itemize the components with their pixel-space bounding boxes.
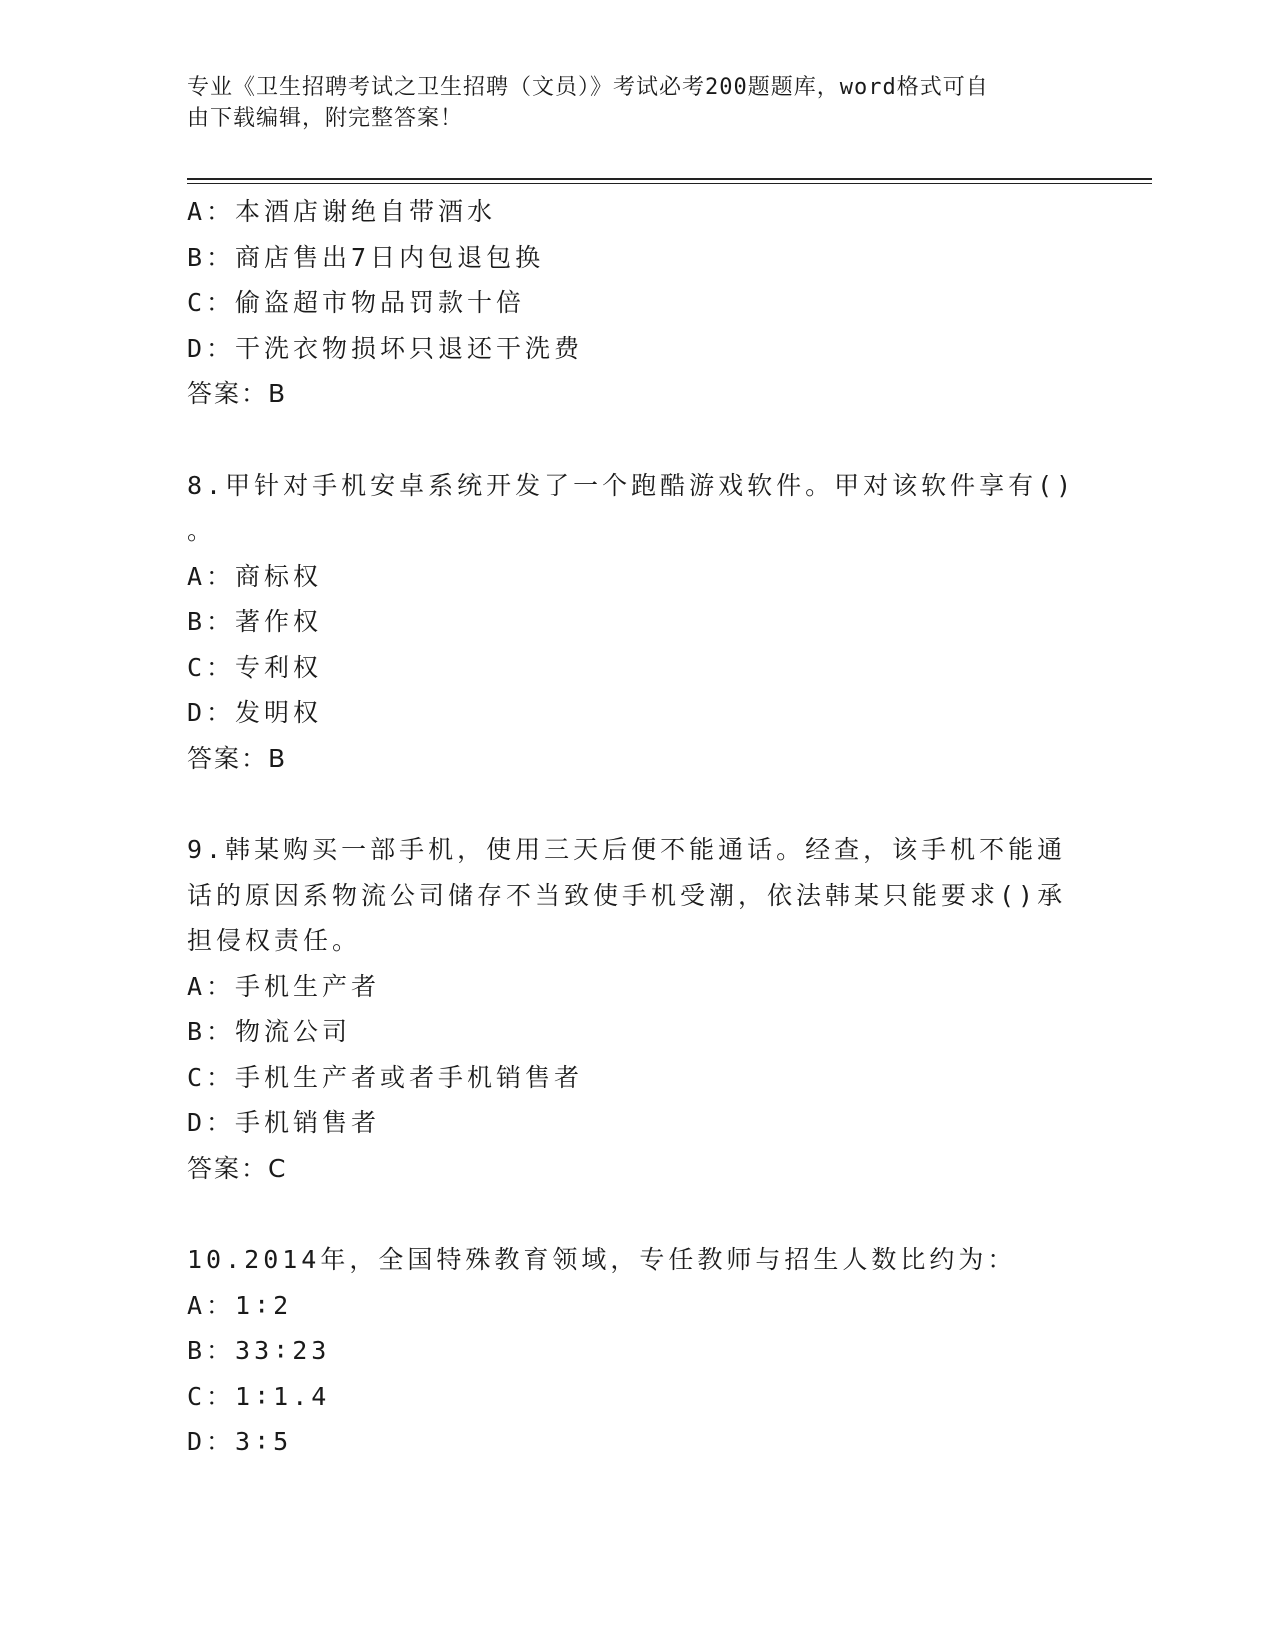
option-b: B：33∶23	[187, 1336, 331, 1365]
header-line-2: 由下载编辑，附完整答案！	[187, 106, 464, 131]
question-9	[187, 827, 1067, 1191]
question-stem-continued: 担侵权责任。	[187, 926, 362, 955]
option-a: A：本酒店谢绝自带酒水	[187, 197, 497, 226]
question-7	[187, 189, 1067, 417]
header-line-1: 专业《卫生招聘考试之卫生招聘（文员）》考试必考200题题库，word格式可自	[187, 75, 989, 100]
answer-label: 答案：B	[187, 379, 288, 408]
option-b: B：物流公司	[187, 1017, 352, 1046]
question-10	[187, 1237, 1067, 1465]
question-stem-continued: 。	[187, 516, 217, 545]
option-a: A：商标权	[187, 561, 323, 591]
answer-label: 答案：C	[187, 1153, 288, 1183]
answer-label: 答案：B	[187, 743, 288, 773]
header-rule-thick	[187, 178, 1152, 180]
option-b: B：商店售出7日内包退包换	[187, 242, 545, 272]
document-header	[187, 72, 1067, 134]
question-stem: 8.甲针对手机安卓系统开发了一个跑酷游戏软件。甲对该软件享有()	[187, 470, 1076, 500]
question-stem: 9.韩某购买一部手机，使用三天后便不能通话。经查，该手机不能通	[187, 835, 1067, 864]
option-d: D：3∶5	[187, 1427, 293, 1456]
question-stem-continued: 话的原因系物流公司储存不当致使手机受潮，依法韩某只能要求()承	[187, 880, 1067, 910]
question-stem: 10.2014年，全国特殊教育领域，专任教师与招生人数比约为：	[187, 1245, 1017, 1274]
option-a: A：1∶2	[187, 1290, 293, 1320]
question-list	[187, 189, 1076, 1465]
option-c: C：手机生产者或者手机销售者	[187, 1062, 584, 1092]
option-a: A：手机生产者	[187, 971, 381, 1001]
question-8	[187, 463, 1076, 782]
option-d: D：发明权	[187, 698, 323, 727]
option-c: C：1∶1.4	[187, 1381, 331, 1411]
option-d: D：手机销售者	[187, 1108, 381, 1137]
option-c: C：偷盗超市物品罚款十倍	[187, 288, 526, 317]
header-rule-thin	[187, 183, 1152, 184]
option-c: C：专利权	[187, 652, 323, 682]
option-b: B：著作权	[187, 607, 323, 636]
option-d: D：干洗衣物损坏只退还干洗费	[187, 333, 584, 363]
